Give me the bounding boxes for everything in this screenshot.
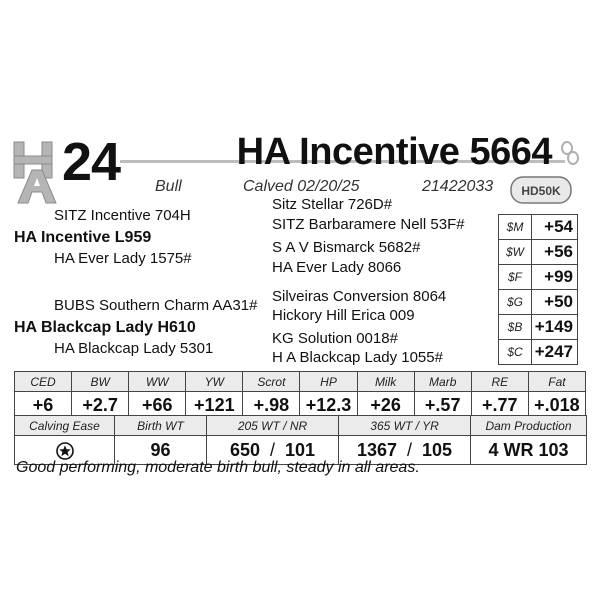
sex-label: Bull (155, 178, 182, 195)
epd-value: +121 (186, 392, 243, 419)
index-label: $M (499, 215, 532, 240)
epd-value: +2.7 (72, 392, 129, 419)
epd-value: +.018 (528, 392, 585, 419)
index-row (499, 340, 578, 365)
hd50k-badge-icon (510, 176, 572, 204)
dam-sire: BUBS Southern Charm AA31# (54, 297, 258, 314)
index-table (498, 214, 578, 365)
comment-text: Good performing, moderate birth bull, steady in all areas. (16, 459, 420, 476)
sire-sire: SITZ Incentive 704H (54, 207, 191, 224)
badge-text: HD50K (521, 184, 561, 198)
calved-date: Calved 02/20/25 (243, 178, 360, 195)
index-row (499, 240, 578, 265)
perf-header-dam-production: Dam Production (471, 416, 587, 436)
epd-value: +6 (15, 392, 72, 419)
index-value: +56 (532, 240, 578, 265)
performance-table (14, 415, 587, 465)
epd-header: Scrot (243, 372, 300, 392)
sire-sire-sire: Sitz Stellar 726D# (272, 196, 393, 213)
sire-sire-dam: SITZ Barbaramere Nell 53F# (272, 216, 465, 233)
epd-table (14, 371, 586, 419)
sire-dam-sire: S A V Bismarck 5682# (272, 239, 421, 256)
nr: 101 (285, 439, 316, 460)
dam: HA Blackcap Lady H610 (14, 319, 196, 336)
yr: 105 (422, 439, 453, 460)
wt365: 1367 (356, 439, 397, 460)
epd-header: Marb (414, 372, 471, 392)
index-row (499, 290, 578, 315)
index-label: $W (499, 240, 532, 265)
sire: HA Incentive L959 (14, 229, 152, 246)
epd-value: +26 (357, 392, 414, 419)
index-value: +99 (532, 265, 578, 290)
index-row (499, 265, 578, 290)
epd-header: CED (15, 372, 72, 392)
epd-value: +66 (129, 392, 186, 419)
sire-dam-dam: HA Ever Lady 8066 (272, 259, 402, 276)
dam-dam-sire: KG Solution 0018# (272, 330, 398, 347)
perf-header-birth-wt: Birth WT (115, 416, 207, 436)
lot-number: 24 (62, 132, 121, 192)
epd-header: Milk (357, 372, 414, 392)
perf-header-calving-ease: Calving Ease (15, 416, 115, 436)
registration-number: 21422033 (422, 178, 494, 195)
dam-dam: HA Blackcap Lady 5301 (54, 340, 214, 357)
index-label: $G (499, 290, 532, 315)
epd-value: +.57 (414, 392, 471, 419)
wt205: 650 (229, 439, 260, 460)
epd-header: HP (300, 372, 357, 392)
epd-value: +.98 (243, 392, 300, 419)
epd-value: +.77 (471, 392, 528, 419)
epd-header: Fat (528, 372, 585, 392)
epd-header: RE (471, 372, 528, 392)
sire-dam: HA Ever Lady 1575# (54, 250, 192, 267)
index-value: +247 (532, 340, 578, 365)
separator: / (269, 439, 275, 460)
epd-header: BW (72, 372, 129, 392)
epd-value: +12.3 (300, 392, 357, 419)
birth-wt-value: 96 (115, 436, 207, 465)
index-value: +149 (532, 315, 578, 340)
index-value: +50 (532, 290, 578, 315)
epd-header: YW (186, 372, 243, 392)
animal-name: HA Incentive 5664 (236, 131, 552, 173)
index-label: $F (499, 265, 532, 290)
star-circle-icon (56, 442, 74, 460)
index-row (499, 315, 578, 340)
separator: / (406, 439, 412, 460)
perf-header-205-wt: 205 WT / NR (207, 416, 339, 436)
dam-production-value: 4 WR 103 (471, 436, 587, 465)
epd-header-row (15, 372, 586, 392)
index-label: $B (499, 315, 532, 340)
performance-header-row (15, 416, 587, 436)
index-value: +54 (532, 215, 578, 240)
dam-sire-dam: Hickory Hill Erica 009 (272, 307, 415, 324)
dam-sire-sire: Silveiras Conversion 8064 (272, 288, 447, 305)
dam-dam-dam: H A Blackcap Lady 1055# (272, 349, 443, 366)
index-label: $C (499, 340, 532, 365)
index-row (499, 215, 578, 240)
epd-header: WW (129, 372, 186, 392)
perf-header-365-wt: 365 WT / YR (339, 416, 471, 436)
chain-link-icon (560, 140, 580, 166)
